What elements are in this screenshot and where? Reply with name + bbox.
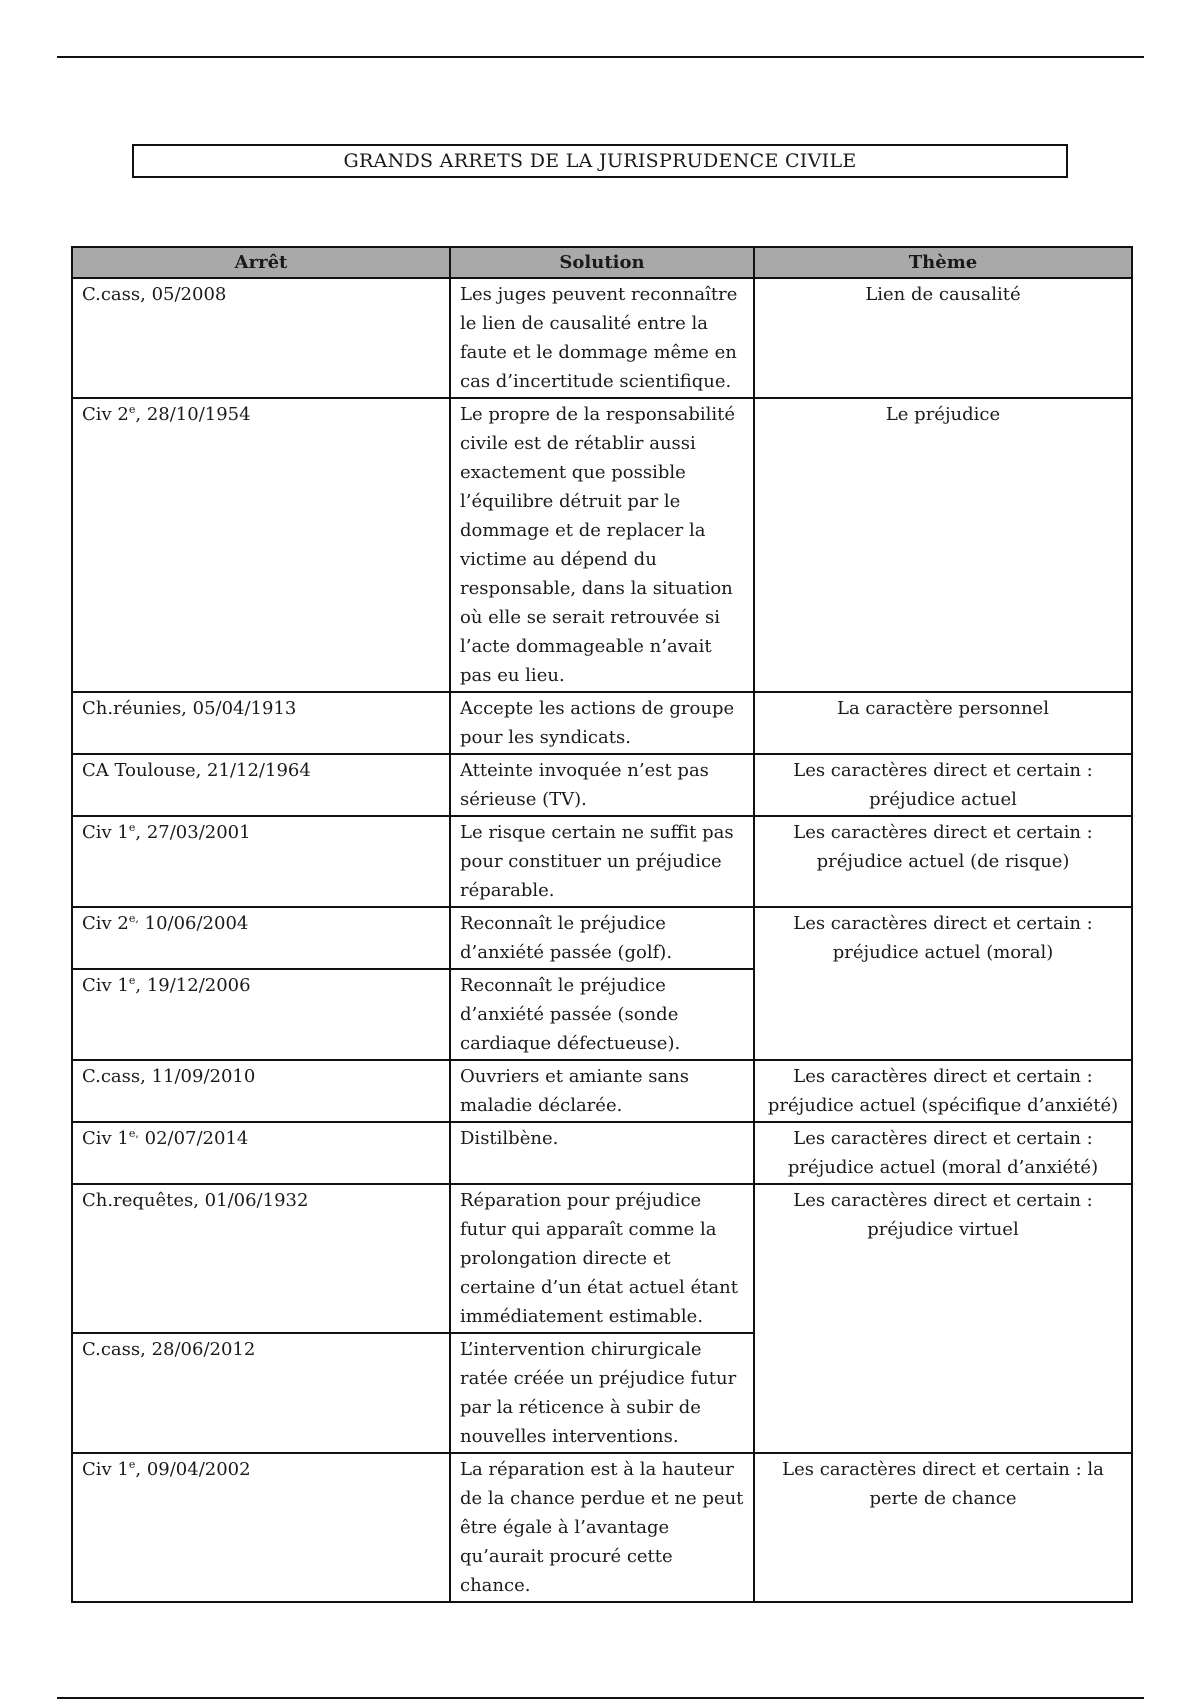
cell-solution: L’intervention chirurgicale ratée créée un préjudice futur par la réticence à subir de nouvelles interventions.: [450, 1333, 754, 1453]
cell-arret: Ch.réunies, 05/04/1913: [72, 692, 450, 754]
table-row: [72, 1122, 1132, 1184]
document-title: GRANDS ARRETS DE LA JURISPRUDENCE CIVILE: [132, 144, 1068, 178]
table-row: [72, 1453, 1132, 1602]
cell-theme: Les caractères direct et certain : préjudice virtuel: [754, 1184, 1132, 1453]
cell-theme: Les caractères direct et certain : préjudice actuel: [754, 754, 1132, 816]
cell-solution: Atteinte invoquée n’est pas sérieuse (TV).: [450, 754, 754, 816]
table-row: [72, 754, 1132, 816]
table-row: [72, 1184, 1132, 1333]
cell-solution: Reconnaît le préjudice d’anxiété passée (golf).: [450, 907, 754, 969]
cell-theme: Les caractères direct et certain : préjudice actuel (moral): [754, 907, 1132, 1060]
header-arret: Arrêt: [72, 247, 450, 278]
cell-theme: Le préjudice: [754, 398, 1132, 692]
table-row: [72, 692, 1132, 754]
cell-theme: Les caractères direct et certain : préjudice actuel (moral d’anxiété): [754, 1122, 1132, 1184]
cell-solution: Réparation pour préjudice futur qui apparaît comme la prolongation directe et certaine d’un état actuel étant immédiatement estimable.: [450, 1184, 754, 1333]
cell-theme: Les caractères direct et certain : la perte de chance: [754, 1453, 1132, 1602]
cell-solution: Reconnaît le préjudice d’anxiété passée (sonde cardiaque défectueuse).: [450, 969, 754, 1060]
cell-arret: C.cass, 11/09/2010: [72, 1060, 450, 1122]
table-row: [72, 278, 1132, 398]
cell-solution: Accepte les actions de groupe pour les syndicats.: [450, 692, 754, 754]
cell-arret: Civ $1^{e,}$ 02/07/2014: [72, 1122, 450, 1184]
cell-solution: Les juges peuvent reconnaître le lien de causalité entre la faute et le dommage même en cas d’incertitude scientifique.: [450, 278, 754, 398]
header-theme: Thème: [754, 247, 1132, 278]
cell-solution: La réparation est à la hauteur de la chance perdue et ne peut être égale à l’avantage qu’aurait procuré cette chance.: [450, 1453, 754, 1602]
cell-arret: Civ 2e, 28/10/1954: [72, 398, 450, 692]
cell-solution: Le propre de la responsabilité civile est de rétablir aussi exactement que possible l’équilibre détruit par le dommage et de replacer la victime au dépend du responsable, dans la situation où elle se serait retrouvée si l’acte dommageable n’avait pas eu lieu.: [450, 398, 754, 692]
table-row: [72, 1060, 1132, 1122]
cell-solution: Ouvriers et amiante sans maladie déclarée.: [450, 1060, 754, 1122]
header-rule: [57, 56, 1144, 58]
cell-arret: C.cass, 28/06/2012: [72, 1333, 450, 1453]
footer-rule: [57, 1697, 1144, 1699]
cell-arret: Civ 1e, 27/03/2001: [72, 816, 450, 907]
table-row: [72, 816, 1132, 907]
table-row: [72, 907, 1132, 969]
cell-arret: Civ $2^{e,}$ 10/06/2004: [72, 907, 450, 969]
header-solution: Solution: [450, 247, 754, 278]
table-header-row: [72, 247, 1132, 278]
table-row: [72, 398, 1132, 692]
cell-arret: CA Toulouse, 21/12/1964: [72, 754, 450, 816]
cell-arret: Ch.requêtes, 01/06/1932: [72, 1184, 450, 1333]
cell-arret: C.cass, 05/2008: [72, 278, 450, 398]
cell-theme: La caractère personnel: [754, 692, 1132, 754]
cell-theme: Les caractères direct et certain : préjudice actuel (spécifique d’anxiété): [754, 1060, 1132, 1122]
jurisprudence-table: [71, 246, 1133, 1603]
cell-solution: Le risque certain ne suffit pas pour constituer un préjudice réparable.: [450, 816, 754, 907]
cell-arret: Civ 1e, 09/04/2002: [72, 1453, 450, 1602]
cell-theme: Les caractères direct et certain : préjudice actuel (de risque): [754, 816, 1132, 907]
cell-arret: Civ 1e, 19/12/2006: [72, 969, 450, 1060]
cell-theme: Lien de causalité: [754, 278, 1132, 398]
cell-solution: Distilbène.: [450, 1122, 754, 1184]
